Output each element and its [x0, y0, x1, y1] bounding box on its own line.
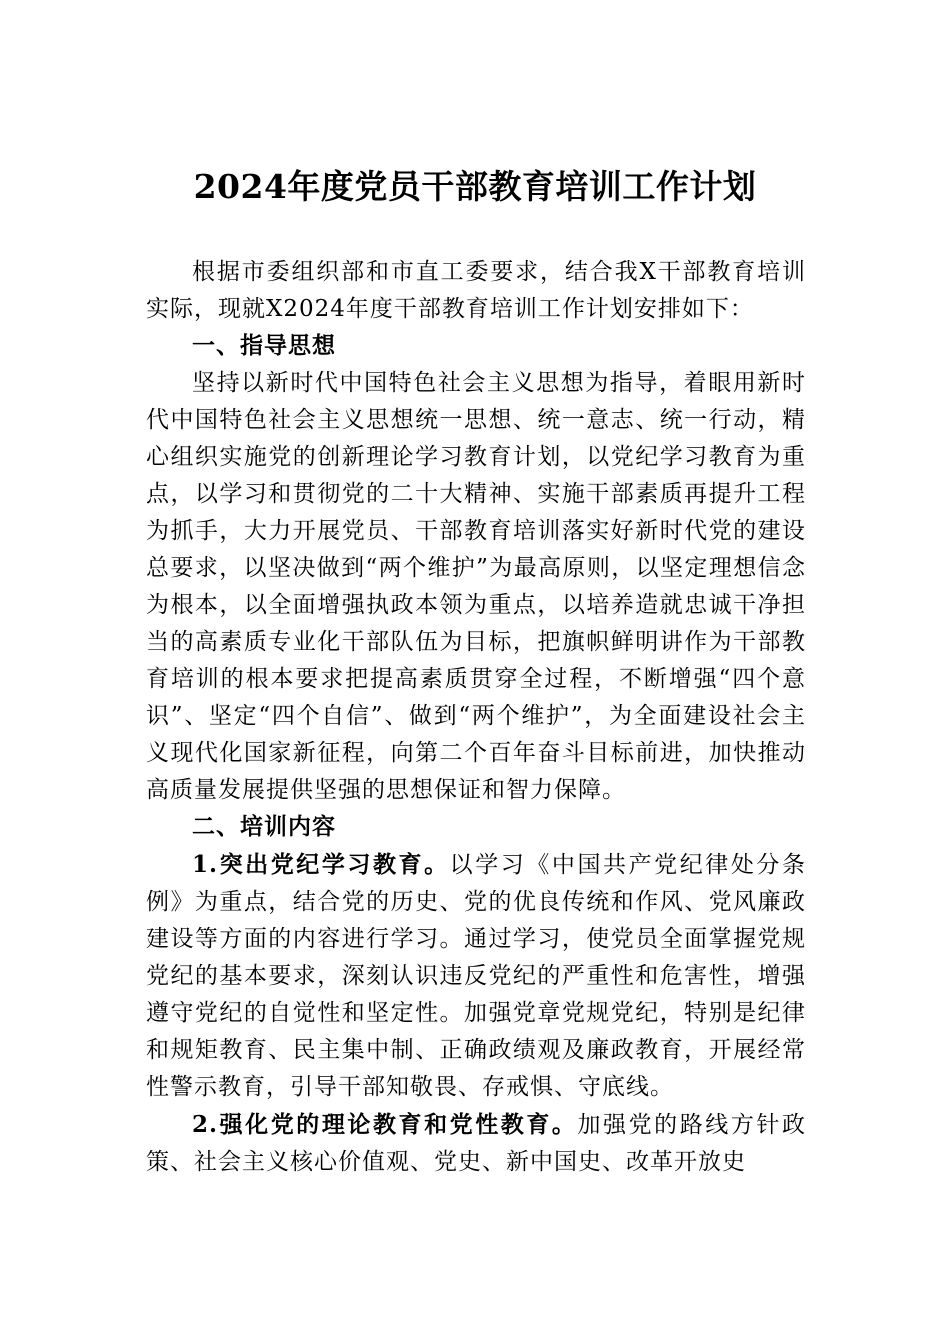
training-item-2-lead: 2.强化党的理论教育和党性教育。: [192, 1111, 578, 1138]
section-heading-guiding-ideology: 一、指导思想: [192, 333, 336, 359]
guiding-ideology-paragraph: 坚持以新时代中国特色社会主义思想为指导，着眼用新时代中国特色社会主义思想统一思想、统一意志、统一行动，精心组织实施党的创新理论学习教育计划，以党纪学习教育为重点，以学习和贯彻党的二十大精神、实施干部素质再提升工程为抓手，大力开展党员、干部教育培训落实好新时代党的建设总要求，以坚决做到“两个维护”为最高原则，以坚定理想信念为根本，以全面增强执政本领为重点，以培养造就忠诚干净担当的高素质专业化干部队伍为目标，把旗帜鲜明讲作为干部教育培训的根本要求把提高素质贯穿全过程，不断增强“四个意识”、坚定“四个自信”、做到“两个维护”，为全面建设社会主义现代化国家新征程，向第二个百年奋斗目标前进，加快推动高质量发展提供坚强的思想保证和智力保障。: [146, 370, 806, 803]
training-item-1-lead: 1.突出党纪学习教育。: [192, 851, 450, 878]
training-item-1-text: 以学习《中国共产党纪律处分条例》为重点，结合党的历史、党的优良传统和作风、党风廉政建设等方面的内容进行学习。通过学习，使党员全面掌握党规党纪的基本要求，深刻认识违反党纪的严重性和危害性，增强遵守党纪的自觉性和坚定性。加强党章党规党纪，特别是纪律和规矩教育、民主集中制、正确政绩观及廉政教育，开展经常性警示教育，引导干部知敬畏、存戒惧、守底线。: [146, 852, 806, 1100]
document-body: [146, 254, 806, 1181]
intro-paragraph: 根据市委组织部和市直工委要求，结合我X干部教育培训实际，现就X2024年度干部教育培训工作计划安排如下：: [146, 259, 806, 322]
training-item-2: [146, 1106, 806, 1181]
training-item-2-text: 加强党的路线方针政策、社会主义核心价值观、党史、新中国史、改革开放史: [146, 1112, 807, 1175]
section-heading-training-content: 二、培训内容: [192, 814, 336, 840]
training-item-1: [146, 846, 806, 1106]
document-title: 2024年度党员干部教育培训工作计划: [193, 167, 757, 206]
